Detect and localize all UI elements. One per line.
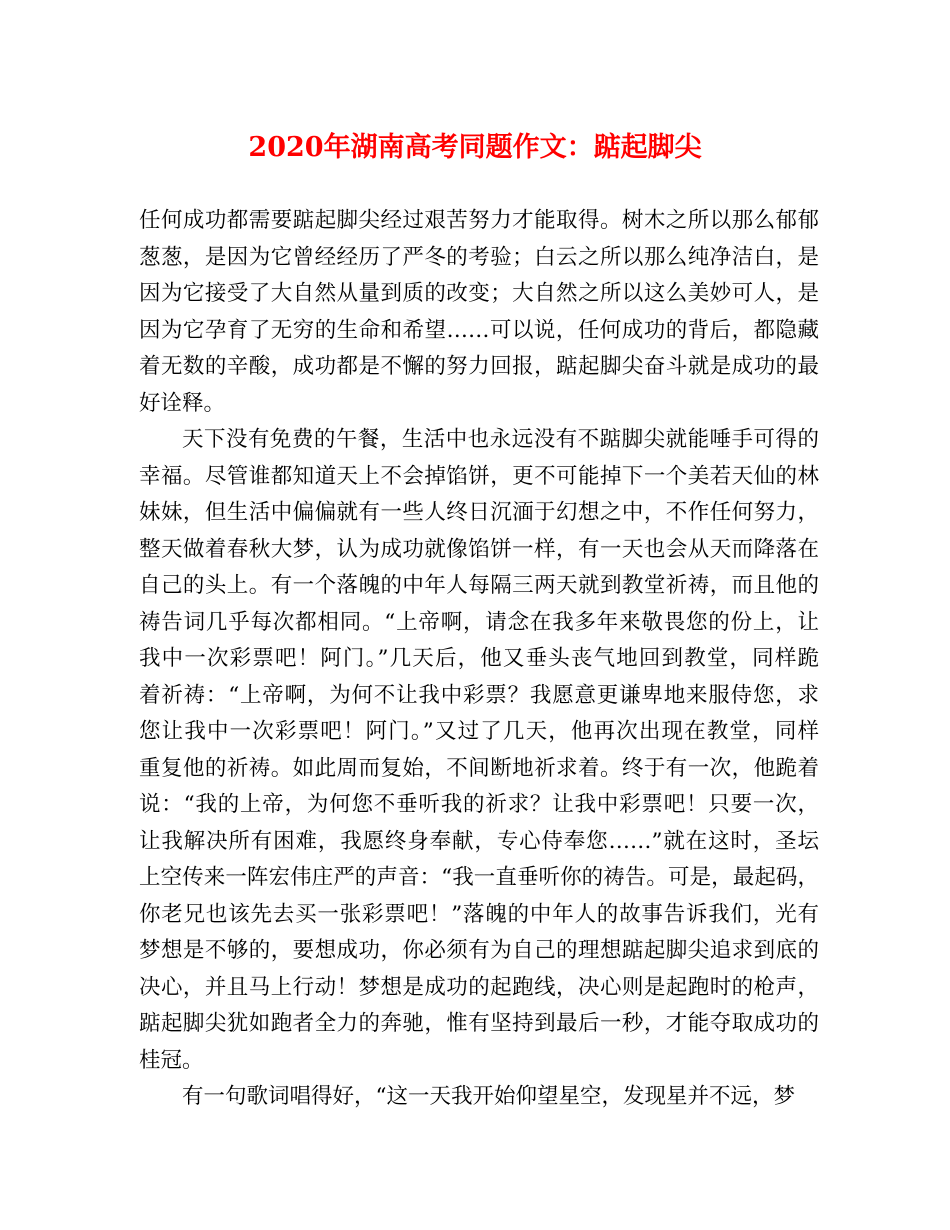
text-line: 祷告词几乎每次都相同。“上帝啊，请念在我多年来敬畏您的份上，让 [139,609,819,635]
text-line: 你老兄也该先去买一张彩票吧！”落魄的中年人的故事告诉我们，光有 [139,901,819,927]
paragraph [139,1079,819,1116]
text-line: 因为它接受了大自然从量到质的改变；大自然之所以这么美妙可人，是 [139,281,819,306]
text-line: 桂冠。 [139,1047,204,1073]
text-line: 重复他的祈祷。如此周而复始，不间断地祈求着。终于有一次，他跪着 [139,755,819,781]
text-line: 好诠释。 [139,390,226,416]
text-line: 整天做着春秋大梦，认为成功就像馅饼一样，有一天也会从天而降落在 [139,536,819,562]
text-line: 着无数的辛酸，成功都是不懈的努力回报，踮起脚尖奋斗就是成功的最 [139,354,819,379]
text-line: 说：“我的上帝，为何您不垂听我的祈求？让我中彩票吧！只要一次， [139,792,819,817]
paragraph [139,422,819,1079]
text-line: 因为它孕育了无穷的生命和希望……可以说，任何成功的背后，都隐藏 [139,317,819,343]
paragraph [139,203,819,422]
text-line: 幸福。尽管谁都知道天上不会掉馅饼，更不可能掉下一个美若天仙的林 [139,463,819,489]
text-line: 梦想是不够的，要想成功，你必须有为自己的理想踮起脚尖追求到底的 [139,938,819,963]
text-line: 有一句歌词唱得好，“这一天我开始仰望星空，发现星并不远，梦 [182,1084,795,1109]
text-line: 您让我中一次彩票吧！阿门。”又过了几天，他再次出现在教堂，同样 [139,719,819,744]
text-line: 决心，并且马上行动！梦想是成功的起跑线，决心则是起跑时的枪声， [139,974,819,1000]
text-line: 任何成功都需要踮起脚尖经过艰苦努力才能取得。树木之所以那么郁郁 [139,208,819,233]
text-line: 天下没有免费的午餐，生活中也永远没有不踮脚尖就能唾手可得的 [182,427,819,452]
text-line: 自己的头上。有一个落魄的中年人每隔三两天就到教堂祈祷，而且他的 [139,573,819,598]
text-line: 踮起脚尖犹如跑者全力的奔驰，惟有坚持到最后一秒，才能夺取成功的 [139,1011,819,1036]
document-body [139,203,819,1116]
text-line: 妹妹，但生活中偏偏就有一些人终日沉湎于幻想之中，不作任何努力， [139,500,819,525]
text-line: 让我解决所有困难，我愿终身奉献，专心侍奉您……”就在这时，圣坛 [139,828,819,854]
text-line: 着祈祷：“上帝啊，为何不让我中彩票？我愿意更谦卑地来服侍您，求 [139,682,819,708]
text-line: 葱葱，是因为它曾经经历了严冬的考验；白云之所以那么纯净洁白，是 [139,244,819,270]
text-line: 上空传来一阵宏伟庄严的声音：“我一直垂听你的祷告。可是，最起码， [139,865,819,890]
text-line: 我中一次彩票吧！阿门。”几天后，他又垂头丧气地回到教堂，同样跪 [139,646,819,671]
document-title: 2020年湖南高考同题作文：踮起脚尖 [248,132,702,163]
